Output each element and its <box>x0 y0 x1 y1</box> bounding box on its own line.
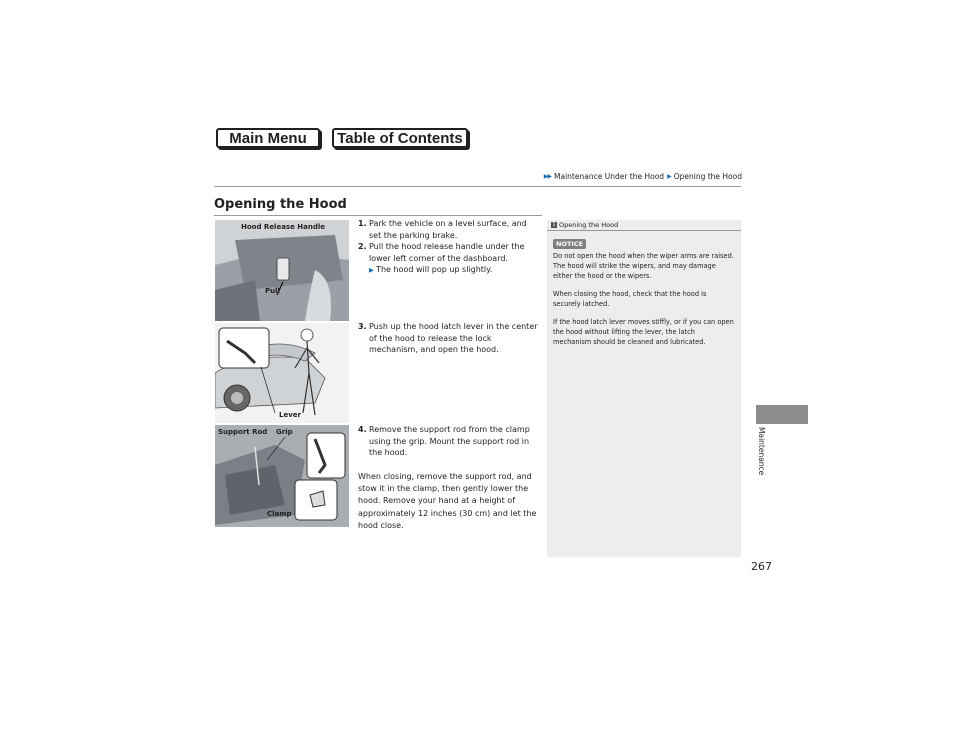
result-arrow-icon: ▶ <box>369 266 377 275</box>
grip-label: Grip <box>276 428 293 436</box>
page-title: Opening the Hood <box>214 197 347 212</box>
step-text: Pull the hood release handle under the lower left corner of the dashboard. <box>369 242 525 263</box>
step-text: Park the vehicle on a level surface, and set the parking brake. <box>369 219 527 240</box>
notice-text-4: If the hood latch lever moves stiffly, or if you can open the hood without lifting the lever, the latch mechanism should be cleaned and lubricated. <box>553 318 734 346</box>
support-rod-label: Support Rod <box>218 428 268 436</box>
step-2 <box>358 241 538 277</box>
main-menu-button[interactable]: Main Menu <box>216 128 320 148</box>
sidebar-heading <box>547 220 741 231</box>
title-divider <box>214 215 542 216</box>
notes-sidebar <box>547 220 741 557</box>
header-divider <box>214 186 741 187</box>
hood-latch-lever-illustration <box>215 323 349 423</box>
step-3 <box>358 321 538 356</box>
breadcrumb <box>544 172 742 181</box>
hood-release-illustration <box>215 220 349 321</box>
section-tab[interactable] <box>756 405 808 424</box>
arrow-icon: ▶ <box>667 173 671 180</box>
step-result: The hood will pop up slightly. <box>376 265 493 275</box>
sidebar-title: Opening the Hood <box>559 221 619 229</box>
closing-instructions: When closing, remove the support rod, and stow it in the clamp, then gently lower the hood. Remove your hand at a height of approximately 12 inches (30 cm) and let the hood close. <box>358 472 537 530</box>
notice-badge: NOTICE <box>553 239 586 249</box>
notice-text-3: When closing the hood, check that the hood is securely latched. <box>553 290 707 308</box>
double-arrow-icon: ▶▶ <box>543 173 552 180</box>
step-1 <box>358 218 538 241</box>
step-number: 3. <box>358 322 367 331</box>
step-text: Remove the support rod from the clamp using the grip. Mount the support rod in the hood. <box>369 425 530 458</box>
table-of-contents-button[interactable]: Table of Contents <box>332 128 468 148</box>
pull-label: Pull <box>265 287 280 295</box>
step-number: 2. <box>358 242 367 251</box>
breadcrumb-section[interactable]: Maintenance Under the Hood <box>554 172 665 181</box>
notice-text-2: The hood will strike the wipers, and may damage either the hood or the wipers. <box>553 262 716 280</box>
step-text: Push up the hood latch lever in the center of the hood to release the lock mechanism, and open the hood. <box>369 322 538 355</box>
clamp-label: Clamp <box>267 510 292 518</box>
reference-number-badge: 1 <box>552 222 556 228</box>
lever-label: Lever <box>279 411 301 419</box>
support-rod-illustration <box>215 425 349 527</box>
breadcrumb-topic: Opening the Hood <box>673 172 742 181</box>
hood-release-handle-label: Hood Release Handle <box>241 223 326 231</box>
step-number: 1. <box>358 219 367 228</box>
page-number: 267 <box>751 560 772 573</box>
notice-text-1: Do not open the hood when the wiper arms are raised. <box>553 252 734 260</box>
section-side-label: Maintenance <box>757 427 766 476</box>
step-number: 4. <box>358 425 367 434</box>
step-4 <box>358 424 538 459</box>
